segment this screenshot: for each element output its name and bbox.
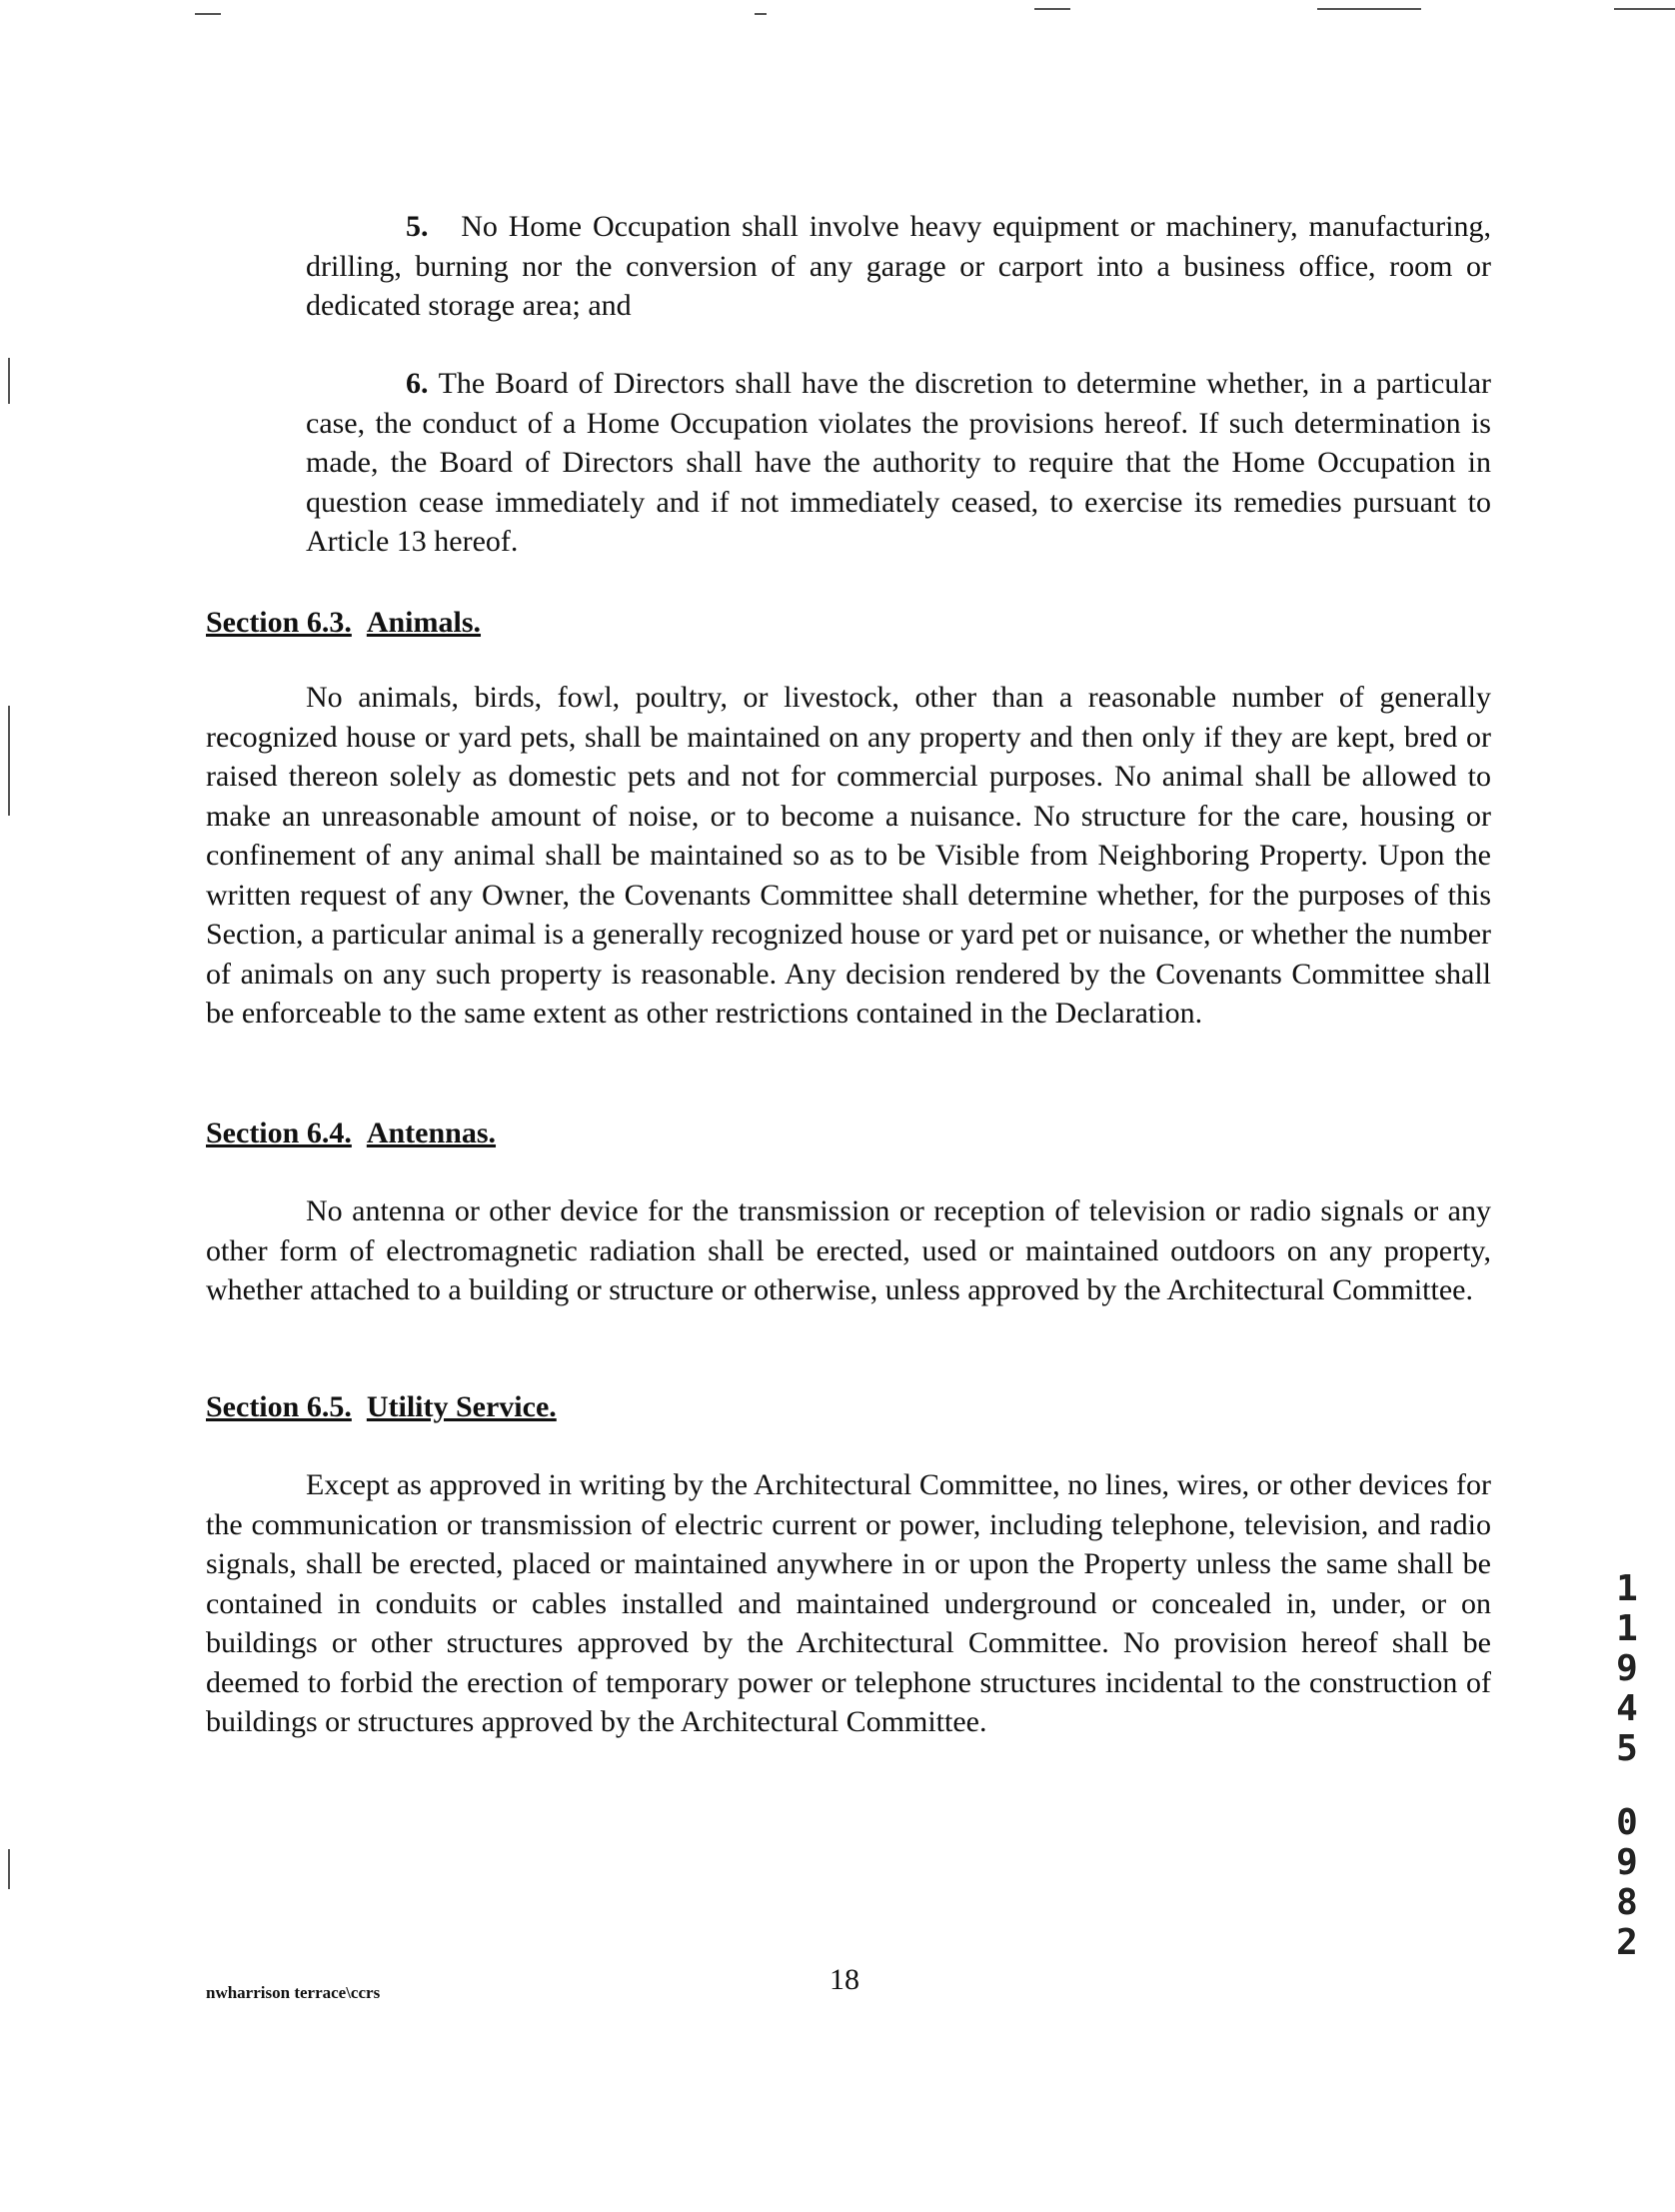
stamp-digit: 1 (1616, 1608, 1638, 1649)
list-item-5 (306, 207, 1491, 326)
footer-file-path: nwharrison terrace\ccrs (206, 1983, 381, 2002)
stamp-digit: 8 (1616, 1882, 1638, 1923)
section-heading (206, 606, 481, 640)
scan-mark (195, 13, 221, 15)
section-number: Section 6.4. (206, 1116, 352, 1149)
section-body: No antenna or other device for the transmission or reception of television or radio signals or any other form of electromagnetic radiation shall be erected, used or maintained outdoors on any property, whether attached to a building or structure or otherwise, unless approved by the Architectural Committee. (206, 1194, 1491, 1306)
scan-mark (8, 358, 10, 404)
section-body: Except as approved in writing by the Architectural Committee, no lines, wires, or other devices for the communication or transmission of electric current or power, including telephone, television, and radio signals, shall be erected, placed or maintained anywhere in or upon the Property unless the same shall be contained in conduits or cables installed and maintained underground or concealed in, under, or on buildings or other structures approved by the Architectural Committee. No provision hereof shall be deemed to forbid the erection of temporary power or telephone structures incidental to the construction of buildings or structures approved by the Architectural Committee. (206, 1468, 1491, 1738)
list-item-text: No Home Occupation shall involve heavy equipment or machinery, manufacturing, drilling, burning nor the conversion of any garage or carport into a business office, room or dedicated storage area; and (306, 210, 1491, 322)
stamp-digit: 2 (1616, 1922, 1638, 1963)
scan-mark (1317, 8, 1421, 10)
stamp-digit: 9 (1616, 1648, 1638, 1689)
section-body: No animals, birds, fowl, poultry, or livestock, other than a reasonable number of generally recognized house or yard pets, shall be maintained on any property and then only if they are kept, bred or raised thereon solely as domestic pets and not for commercial purposes. No animal shall be allowed to make an unreasonable amount of noise, or to become a nuisance. No structure for the care, housing or confinement of any animal shall be maintained so as to be Visible from Neighboring Property. Upon the written request of any Owner, the Covenants Committee shall determine whether, for the purposes of this Section, a particular animal is a generally recognized house or yard pet or nuisance, or whether the number of animals on any such property is reasonable. Any decision rendered by the Covenants Committee shall be enforceable to the same extent as other restrictions contained in the Declaration. (206, 681, 1491, 1030)
section-heading (206, 1116, 496, 1150)
list-item-6 (306, 364, 1491, 562)
stamp-digit: 0 (1616, 1802, 1638, 1843)
list-item-number: 5. (406, 210, 429, 243)
list-item-number: 6. (406, 367, 429, 400)
scan-mark (8, 706, 10, 816)
section-number: Section 6.5. (206, 1390, 352, 1423)
section-title: Utility Service. (366, 1390, 557, 1423)
list-item-text: The Board of Directors shall have the discretion to determine whether, in a particular case, the conduct of a Home Occupation violates the provisions hereof. If such determination is made, the Board of Directors shall have the authority to require that the Home Occupation in question cease immediately and if not immediately ceased, to exercise its remedies pursuant to Article 13 hereof. (306, 367, 1492, 558)
stamp-digit: 4 (1616, 1688, 1638, 1729)
stamp-digit: 9 (1616, 1842, 1638, 1883)
scan-mark (8, 1849, 10, 1889)
section-title: Antennas. (366, 1116, 497, 1149)
stamp-digit: 5 (1616, 1728, 1638, 1769)
section-number: Section 6.3. (206, 606, 352, 639)
recording-stamp (1607, 1569, 1647, 1963)
stamp-digit: 1 (1616, 1568, 1638, 1609)
page-number: 18 (830, 1963, 859, 1996)
scan-mark (755, 13, 767, 15)
scan-mark (1034, 8, 1070, 10)
section-heading (206, 1390, 557, 1424)
scan-mark (1614, 8, 1675, 10)
section-title: Animals. (366, 606, 482, 639)
